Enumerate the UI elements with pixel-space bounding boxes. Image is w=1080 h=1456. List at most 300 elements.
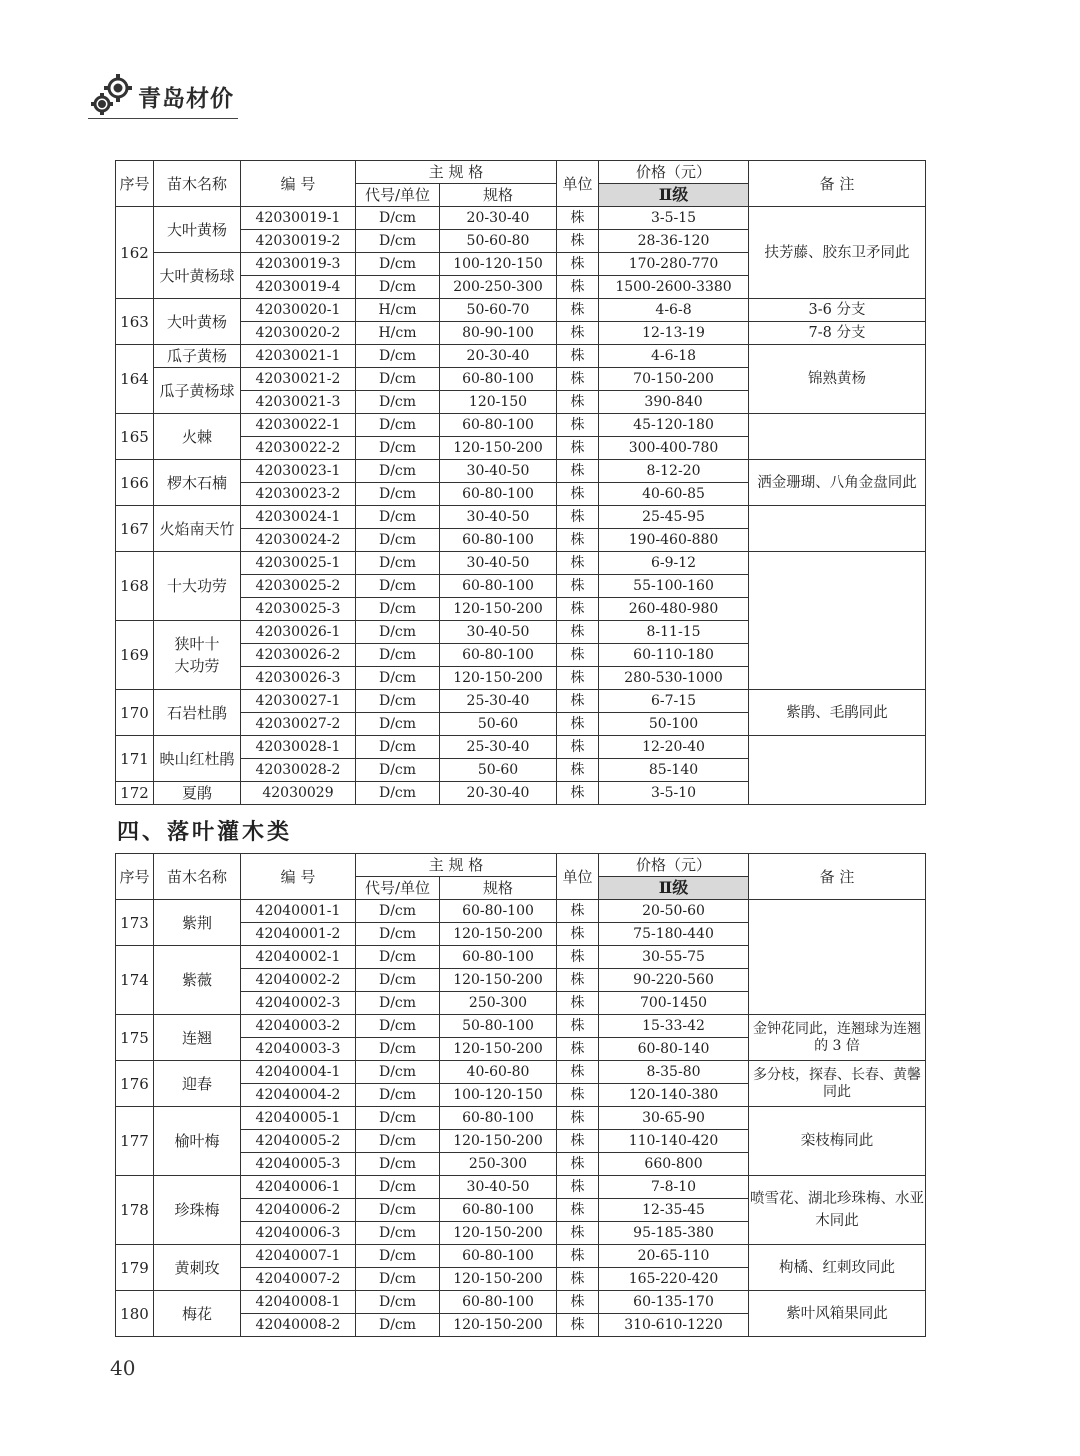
code-cell: 42040004-2 [241, 1084, 356, 1107]
spec-cell: 120-150-200 [440, 1130, 557, 1153]
spec-unit-cell: D/cm [356, 1130, 440, 1153]
code-cell: 42030028-1 [241, 736, 356, 759]
price-cell: 700-1450 [599, 992, 749, 1015]
unit-cell: 株 [557, 230, 599, 253]
code-cell: 42030019-1 [241, 207, 356, 230]
code-cell: 42040005-1 [241, 1107, 356, 1130]
header-grade: Ⅱ级 [599, 184, 749, 207]
seq-cell: 175 [116, 1015, 154, 1061]
unit-cell: 株 [557, 667, 599, 690]
price-cell: 280-530-1000 [599, 667, 749, 690]
spec-unit-cell: D/cm [356, 1038, 440, 1061]
header-unit: 单位 [557, 854, 599, 900]
seq-cell: 170 [116, 690, 154, 736]
seq-cell: 178 [116, 1176, 154, 1245]
spec-cell: 80-90-100 [440, 322, 557, 345]
price-cell: 12-20-40 [599, 736, 749, 759]
table-row [116, 1245, 926, 1268]
code-cell: 42030020-1 [241, 299, 356, 322]
spec-unit-cell: D/cm [356, 1268, 440, 1291]
code-cell: 42040006-1 [241, 1176, 356, 1199]
unit-cell: 株 [557, 1061, 599, 1084]
table-row [116, 460, 926, 483]
name-cell: 紫薇 [154, 946, 241, 1015]
spec-unit-cell: D/cm [356, 575, 440, 598]
code-cell: 42030025-1 [241, 552, 356, 575]
spec-cell: 60-80-100 [440, 946, 557, 969]
spec-cell: 60-80-100 [440, 900, 557, 923]
price-cell: 60-135-170 [599, 1291, 749, 1314]
unit-cell: 株 [557, 575, 599, 598]
note-cell: 洒金珊瑚、八角金盘同此 [749, 460, 926, 506]
spec-cell: 120-150 [440, 391, 557, 414]
unit-cell: 株 [557, 1245, 599, 1268]
unit-cell: 株 [557, 946, 599, 969]
spec-unit-cell: D/cm [356, 946, 440, 969]
unit-cell: 株 [557, 207, 599, 230]
code-cell: 42040008-2 [241, 1314, 356, 1337]
code-cell: 42030021-2 [241, 368, 356, 391]
price-cell: 50-100 [599, 713, 749, 736]
unit-cell: 株 [557, 759, 599, 782]
price-cell: 660-800 [599, 1153, 749, 1176]
spec-cell: 100-120-150 [440, 1084, 557, 1107]
name-cell: 梅花 [154, 1291, 241, 1337]
unit-cell: 株 [557, 736, 599, 759]
code-cell: 42030024-2 [241, 529, 356, 552]
brand-title: 青岛材价 [138, 86, 234, 112]
price-cell: 165-220-420 [599, 1268, 749, 1291]
spec-cell: 120-150-200 [440, 598, 557, 621]
spec-unit-cell: D/cm [356, 529, 440, 552]
unit-cell: 株 [557, 322, 599, 345]
table-row [116, 1291, 926, 1314]
page-header [88, 70, 388, 120]
price-cell: 390-840 [599, 391, 749, 414]
gear-icon [88, 70, 136, 118]
note-cell: 3-6 分支 [749, 299, 926, 322]
header-divider [88, 118, 238, 119]
price-cell: 45-120-180 [599, 414, 749, 437]
price-cell: 28-36-120 [599, 230, 749, 253]
price-cell: 55-100-160 [599, 575, 749, 598]
price-table-deciduous-shrubs [115, 853, 926, 1337]
note-cell: 多分枝，探春、长春、黄馨同此 [749, 1061, 926, 1107]
spec-unit-cell: D/cm [356, 1015, 440, 1038]
spec-cell: 20-30-40 [440, 345, 557, 368]
unit-cell: 株 [557, 437, 599, 460]
table-row [116, 299, 926, 322]
note-cell [749, 736, 926, 805]
name-cell: 石岩杜鹃 [154, 690, 241, 736]
price-cell: 120-140-380 [599, 1084, 749, 1107]
name-cell: 紫荆 [154, 900, 241, 946]
note-cell [749, 414, 926, 460]
spec-cell: 120-150-200 [440, 437, 557, 460]
table-row [116, 207, 926, 230]
code-cell: 42030026-2 [241, 644, 356, 667]
name-cell: 大叶黄杨球 [154, 253, 241, 299]
code-cell: 42040003-3 [241, 1038, 356, 1061]
spec-unit-cell: D/cm [356, 900, 440, 923]
seq-cell: 166 [116, 460, 154, 506]
spec-cell: 60-80-100 [440, 483, 557, 506]
code-cell: 42030019-3 [241, 253, 356, 276]
unit-cell: 株 [557, 414, 599, 437]
spec-unit-cell: D/cm [356, 1314, 440, 1337]
unit-cell: 株 [557, 923, 599, 946]
code-cell: 42030020-2 [241, 322, 356, 345]
code-cell: 42040002-3 [241, 992, 356, 1015]
note-cell: 7-8 分支 [749, 322, 926, 345]
spec-unit-cell: D/cm [356, 253, 440, 276]
header-price: 价格（元） [599, 161, 749, 184]
code-cell: 42040004-1 [241, 1061, 356, 1084]
spec-unit-cell: D/cm [356, 483, 440, 506]
table-row [116, 552, 926, 575]
price-cell: 60-110-180 [599, 644, 749, 667]
code-cell: 42030026-3 [241, 667, 356, 690]
price-cell: 95-185-380 [599, 1222, 749, 1245]
unit-cell: 株 [557, 1084, 599, 1107]
note-cell: 喷雪花、湖北珍珠梅、水亚木同此 [749, 1176, 926, 1245]
price-cell: 190-460-880 [599, 529, 749, 552]
spec-unit-cell: D/cm [356, 1061, 440, 1084]
unit-cell: 株 [557, 276, 599, 299]
spec-cell: 60-80-100 [440, 644, 557, 667]
price-cell: 90-220-560 [599, 969, 749, 992]
spec-unit-cell: D/cm [356, 230, 440, 253]
price-cell: 30-65-90 [599, 1107, 749, 1130]
header-code: 编 号 [241, 161, 356, 207]
spec-cell: 50-60-80 [440, 230, 557, 253]
price-table-evergreen-shrubs [115, 160, 926, 805]
price-cell: 15-33-42 [599, 1015, 749, 1038]
unit-cell: 株 [557, 460, 599, 483]
price-cell: 110-140-420 [599, 1130, 749, 1153]
unit-cell: 株 [557, 969, 599, 992]
code-cell: 42030022-1 [241, 414, 356, 437]
table-row [116, 414, 926, 437]
spec-unit-cell: D/cm [356, 1291, 440, 1314]
header-spec-value: 规格 [440, 877, 557, 900]
spec-cell: 30-40-50 [440, 460, 557, 483]
spec-cell: 60-80-100 [440, 1291, 557, 1314]
spec-unit-cell: D/cm [356, 207, 440, 230]
name-cell: 榆叶梅 [154, 1107, 241, 1176]
unit-cell: 株 [557, 483, 599, 506]
spec-unit-cell: D/cm [356, 621, 440, 644]
spec-unit-cell: D/cm [356, 552, 440, 575]
unit-cell: 株 [557, 253, 599, 276]
spec-unit-cell: D/cm [356, 1199, 440, 1222]
name-cell: 大叶黄杨 [154, 299, 241, 345]
spec-unit-cell: H/cm [356, 322, 440, 345]
seq-cell: 163 [116, 299, 154, 345]
name-cell: 迎春 [154, 1061, 241, 1107]
seq-cell: 174 [116, 946, 154, 1015]
table-row [116, 1015, 926, 1038]
note-cell: 金钟花同此，连翘球为连翘的 3 倍 [749, 1015, 926, 1061]
unit-cell: 株 [557, 713, 599, 736]
unit-cell: 株 [557, 368, 599, 391]
price-cell: 8-35-80 [599, 1061, 749, 1084]
seq-cell: 168 [116, 552, 154, 621]
spec-cell: 60-80-100 [440, 529, 557, 552]
unit-cell: 株 [557, 782, 599, 805]
unit-cell: 株 [557, 1130, 599, 1153]
code-cell: 42030025-3 [241, 598, 356, 621]
header-note: 备 注 [749, 854, 926, 900]
code-cell: 42040005-3 [241, 1153, 356, 1176]
name-cell: 映山红杜鹃 [154, 736, 241, 782]
spec-unit-cell: D/cm [356, 969, 440, 992]
code-cell: 42030019-4 [241, 276, 356, 299]
spec-unit-cell: D/cm [356, 992, 440, 1015]
spec-cell: 30-40-50 [440, 506, 557, 529]
table-row [116, 506, 926, 529]
code-cell: 42040006-3 [241, 1222, 356, 1245]
code-cell: 42030025-2 [241, 575, 356, 598]
name-cell: 火焰南天竹 [154, 506, 241, 552]
price-cell: 70-150-200 [599, 368, 749, 391]
price-cell: 75-180-440 [599, 923, 749, 946]
spec-unit-cell: D/cm [356, 598, 440, 621]
code-cell: 42040007-2 [241, 1268, 356, 1291]
spec-cell: 60-80-100 [440, 575, 557, 598]
unit-cell: 株 [557, 529, 599, 552]
spec-cell: 120-150-200 [440, 1222, 557, 1245]
note-cell: 扶芳藤、胶东卫矛同此 [749, 207, 926, 299]
spec-unit-cell: D/cm [356, 1153, 440, 1176]
seq-cell: 169 [116, 621, 154, 690]
name-cell: 连翘 [154, 1015, 241, 1061]
code-cell: 42040002-2 [241, 969, 356, 992]
page-number: 40 [110, 1356, 136, 1380]
seq-cell: 177 [116, 1107, 154, 1176]
code-cell: 42030021-1 [241, 345, 356, 368]
name-cell: 十大功劳 [154, 552, 241, 621]
unit-cell: 株 [557, 992, 599, 1015]
code-cell: 42030021-3 [241, 391, 356, 414]
note-cell [749, 900, 926, 1015]
spec-cell: 60-80-100 [440, 414, 557, 437]
spec-cell: 120-150-200 [440, 667, 557, 690]
section-title: 四、落叶灌木类 [117, 819, 293, 845]
unit-cell: 株 [557, 1015, 599, 1038]
spec-unit-cell: D/cm [356, 276, 440, 299]
spec-unit-cell: D/cm [356, 923, 440, 946]
unit-cell: 株 [557, 1268, 599, 1291]
unit-cell: 株 [557, 1199, 599, 1222]
code-cell: 42030023-2 [241, 483, 356, 506]
unit-cell: 株 [557, 1314, 599, 1337]
code-cell: 42030026-1 [241, 621, 356, 644]
spec-cell: 60-80-100 [440, 368, 557, 391]
price-cell: 260-480-980 [599, 598, 749, 621]
spec-unit-cell: D/cm [356, 690, 440, 713]
price-cell: 30-55-75 [599, 946, 749, 969]
seq-cell: 165 [116, 414, 154, 460]
spec-cell: 50-60 [440, 759, 557, 782]
spec-unit-cell: D/cm [356, 391, 440, 414]
spec-cell: 120-150-200 [440, 969, 557, 992]
seq-cell: 180 [116, 1291, 154, 1337]
seq-cell: 179 [116, 1245, 154, 1291]
price-cell: 4-6-8 [599, 299, 749, 322]
unit-cell: 株 [557, 345, 599, 368]
spec-unit-cell: D/cm [356, 1107, 440, 1130]
header-seq: 序号 [116, 854, 154, 900]
code-cell: 42040005-2 [241, 1130, 356, 1153]
unit-cell: 株 [557, 1153, 599, 1176]
table-row [116, 1176, 926, 1199]
spec-unit-cell: D/cm [356, 1222, 440, 1245]
price-cell: 8-12-20 [599, 460, 749, 483]
spec-unit-cell: D/cm [356, 1245, 440, 1268]
table-row [116, 900, 926, 923]
spec-cell: 60-80-100 [440, 1199, 557, 1222]
note-cell: 栾枝梅同此 [749, 1107, 926, 1176]
seq-cell: 164 [116, 345, 154, 414]
note-cell: 紫鹃、毛鹃同此 [749, 690, 926, 736]
spec-unit-cell: D/cm [356, 644, 440, 667]
price-cell: 170-280-770 [599, 253, 749, 276]
table-row [116, 1061, 926, 1084]
header-unit: 单位 [557, 161, 599, 207]
code-cell: 42030023-1 [241, 460, 356, 483]
spec-cell: 25-30-40 [440, 690, 557, 713]
unit-cell: 株 [557, 1176, 599, 1199]
code-cell: 42040001-1 [241, 900, 356, 923]
spec-cell: 100-120-150 [440, 253, 557, 276]
header-name: 苗木名称 [154, 161, 241, 207]
price-cell: 6-9-12 [599, 552, 749, 575]
header-spec-unit: 代号/单位 [356, 184, 440, 207]
spec-cell: 250-300 [440, 992, 557, 1015]
note-cell [749, 552, 926, 690]
spec-unit-cell: D/cm [356, 1176, 440, 1199]
code-cell: 42040001-2 [241, 923, 356, 946]
code-cell: 42030029 [241, 782, 356, 805]
spec-cell: 120-150-200 [440, 1038, 557, 1061]
code-cell: 42030027-2 [241, 713, 356, 736]
spec-unit-cell: D/cm [356, 1084, 440, 1107]
price-cell: 20-65-110 [599, 1245, 749, 1268]
price-cell: 1500-2600-3380 [599, 276, 749, 299]
price-cell: 7-8-10 [599, 1176, 749, 1199]
code-cell: 42040002-1 [241, 946, 356, 969]
note-cell: 紫叶风箱果同此 [749, 1291, 926, 1337]
header-spec: 主 规 格 [356, 161, 557, 184]
code-cell: 42030019-2 [241, 230, 356, 253]
seq-cell: 176 [116, 1061, 154, 1107]
spec-cell: 20-30-40 [440, 782, 557, 805]
spec-unit-cell: D/cm [356, 345, 440, 368]
spec-cell: 50-80-100 [440, 1015, 557, 1038]
name-cell: 火棘 [154, 414, 241, 460]
header-spec: 主 规 格 [356, 854, 557, 877]
unit-cell: 株 [557, 621, 599, 644]
table-row [116, 345, 926, 368]
price-cell: 300-400-780 [599, 437, 749, 460]
spec-cell: 120-150-200 [440, 923, 557, 946]
name-cell: 珍珠梅 [154, 1176, 241, 1245]
code-cell: 42040008-1 [241, 1291, 356, 1314]
price-cell: 85-140 [599, 759, 749, 782]
seq-cell: 162 [116, 207, 154, 299]
spec-cell: 25-30-40 [440, 736, 557, 759]
spec-unit-cell: D/cm [356, 736, 440, 759]
code-cell: 42030024-1 [241, 506, 356, 529]
price-cell: 12-13-19 [599, 322, 749, 345]
spec-cell: 50-60-70 [440, 299, 557, 322]
seq-cell: 173 [116, 900, 154, 946]
price-cell: 3-5-15 [599, 207, 749, 230]
price-cell: 12-35-45 [599, 1199, 749, 1222]
unit-cell: 株 [557, 1291, 599, 1314]
unit-cell: 株 [557, 598, 599, 621]
price-cell: 4-6-18 [599, 345, 749, 368]
spec-cell: 60-80-100 [440, 1245, 557, 1268]
code-cell: 42040007-1 [241, 1245, 356, 1268]
spec-cell: 60-80-100 [440, 1107, 557, 1130]
unit-cell: 株 [557, 1038, 599, 1061]
spec-cell: 30-40-50 [440, 552, 557, 575]
unit-cell: 株 [557, 900, 599, 923]
header-name: 苗木名称 [154, 854, 241, 900]
name-cell: 狭叶十大功劳 [154, 621, 241, 690]
spec-cell: 120-150-200 [440, 1268, 557, 1291]
unit-cell: 株 [557, 644, 599, 667]
name-cell: 夏鹃 [154, 782, 241, 805]
unit-cell: 株 [557, 690, 599, 713]
note-cell: 锦熟黄杨 [749, 345, 926, 414]
name-cell: 黄刺玫 [154, 1245, 241, 1291]
price-cell: 8-11-15 [599, 621, 749, 644]
unit-cell: 株 [557, 1107, 599, 1130]
spec-unit-cell: D/cm [356, 368, 440, 391]
header-code: 编 号 [241, 854, 356, 900]
code-cell: 42040003-2 [241, 1015, 356, 1038]
seq-cell: 171 [116, 736, 154, 782]
header-spec-unit: 代号/单位 [356, 877, 440, 900]
spec-cell: 200-250-300 [440, 276, 557, 299]
unit-cell: 株 [557, 1222, 599, 1245]
header-spec-value: 规格 [440, 184, 557, 207]
spec-unit-cell: D/cm [356, 782, 440, 805]
name-cell: 瓜子黄杨球 [154, 368, 241, 414]
spec-unit-cell: D/cm [356, 437, 440, 460]
name-cell: 大叶黄杨 [154, 207, 241, 253]
spec-unit-cell: D/cm [356, 667, 440, 690]
price-cell: 20-50-60 [599, 900, 749, 923]
header-price: 价格（元） [599, 854, 749, 877]
code-cell: 42030028-2 [241, 759, 356, 782]
spec-cell: 120-150-200 [440, 1314, 557, 1337]
code-cell: 42030022-2 [241, 437, 356, 460]
price-cell: 25-45-95 [599, 506, 749, 529]
note-cell: 枸橘、红刺玫同此 [749, 1245, 926, 1291]
unit-cell: 株 [557, 299, 599, 322]
code-cell: 42040006-2 [241, 1199, 356, 1222]
table-row [116, 690, 926, 713]
table-row [116, 736, 926, 759]
spec-unit-cell: H/cm [356, 299, 440, 322]
price-cell: 310-610-1220 [599, 1314, 749, 1337]
spec-cell: 250-300 [440, 1153, 557, 1176]
header-seq: 序号 [116, 161, 154, 207]
